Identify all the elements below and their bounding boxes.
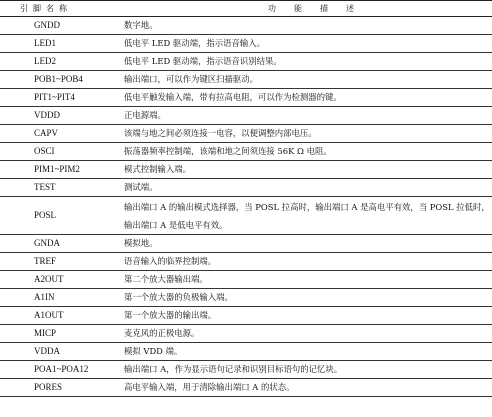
pin-name: POSL: [34, 210, 57, 220]
table-row: [0, 253, 492, 271]
table-header: [0, 0, 492, 17]
pin-function: 输出端口，可以作为键区扫描驱动。: [124, 74, 258, 84]
table-row: [0, 71, 492, 89]
table-row: [0, 143, 492, 161]
pin-name: VDDA: [34, 346, 60, 356]
pin-function: 模式控制输入端。: [124, 164, 191, 174]
table-row: [0, 361, 492, 379]
table-row: [0, 17, 492, 35]
pin-name: GNDD: [34, 20, 60, 30]
table-row: [0, 89, 492, 107]
pin-function: 数字地。: [124, 20, 158, 30]
pin-function: 低电平 LED 驱动端，指示语音识别结果。: [124, 56, 282, 66]
table-row: [0, 235, 492, 253]
pin-name: VDDD: [34, 110, 60, 120]
pin-name: A2OUT: [34, 274, 64, 284]
table-row: [0, 179, 492, 197]
table-row: [0, 343, 492, 361]
pin-name: A1OUT: [34, 310, 64, 320]
pin-name: POB1~POB4: [34, 74, 83, 84]
pin-name: CAPV: [34, 128, 59, 138]
table-row: [0, 35, 492, 53]
pin-name: TREF: [34, 256, 57, 266]
pin-function: 振荡器频率控制端，该端和地之间须连接 56K Ω 电阻。: [124, 146, 332, 156]
pin-function: 模拟 VDD 端。: [124, 346, 183, 356]
pin-name: TEST: [34, 182, 56, 192]
table-row: [0, 307, 492, 325]
table-row: [0, 325, 492, 343]
pin-name: GNDA: [34, 238, 60, 248]
pin-function: 该端与地之间必须连接一电容，以便调整内部电压。: [124, 128, 317, 138]
table-row: [0, 379, 492, 397]
pin-name: POA1~POA12: [34, 364, 89, 374]
pin-function: 正电源端。: [124, 110, 166, 120]
table-row: [0, 107, 492, 125]
pin-name: A1IN: [34, 292, 55, 302]
pin-function: 低电平 LED 驱动端，指示语音输入。: [124, 38, 265, 48]
table-row: [0, 161, 492, 179]
pin-name-header: 引脚名称: [20, 4, 72, 13]
pin-function: 输出端口 A 的输出模式选择器，当 POSL 拉高时，输出端口 A 是高电平有效，当 POSL 拉低时，输出端口 A 是低电平有效。: [124, 202, 490, 230]
pin-name: PIM1~PIM2: [34, 164, 80, 174]
pin-name: PORES: [34, 382, 63, 392]
pin-name: LED2: [34, 56, 56, 66]
table-row: [0, 125, 492, 143]
pin-name: OSCI: [34, 146, 55, 156]
pin-name: LED1: [34, 38, 56, 48]
function-header: 功能描述: [268, 4, 372, 13]
table-row: [0, 271, 492, 289]
pin-function: 高电平输入端，用于清除输出端口 A 的状态。: [124, 382, 295, 392]
pin-function: 低电平触发输入端，带有拉高电阻，可以作为检测器的键。: [124, 92, 342, 102]
pin-function: 第一个放大器的输出端。: [124, 310, 217, 320]
pin-name: MICP: [34, 328, 57, 338]
pin-name: PIT1~PIT4: [34, 92, 75, 102]
pin-function: 输出端口 A，作为显示语句记录和识别目标语句的记忆块。: [124, 364, 343, 374]
pin-function: 第二个放大器输出端。: [124, 274, 208, 284]
table-row: [0, 197, 492, 235]
table-row: [0, 53, 492, 71]
pin-function: 模拟地。: [124, 238, 158, 248]
table-row: [0, 289, 492, 307]
pin-function: 测试端。: [124, 182, 158, 192]
pin-function: 第一个放大器的负极输入端。: [124, 292, 233, 302]
pin-function: 麦克风的正极电源。: [124, 328, 200, 338]
pin-function: 语音输入的临界控制端。: [124, 256, 217, 266]
